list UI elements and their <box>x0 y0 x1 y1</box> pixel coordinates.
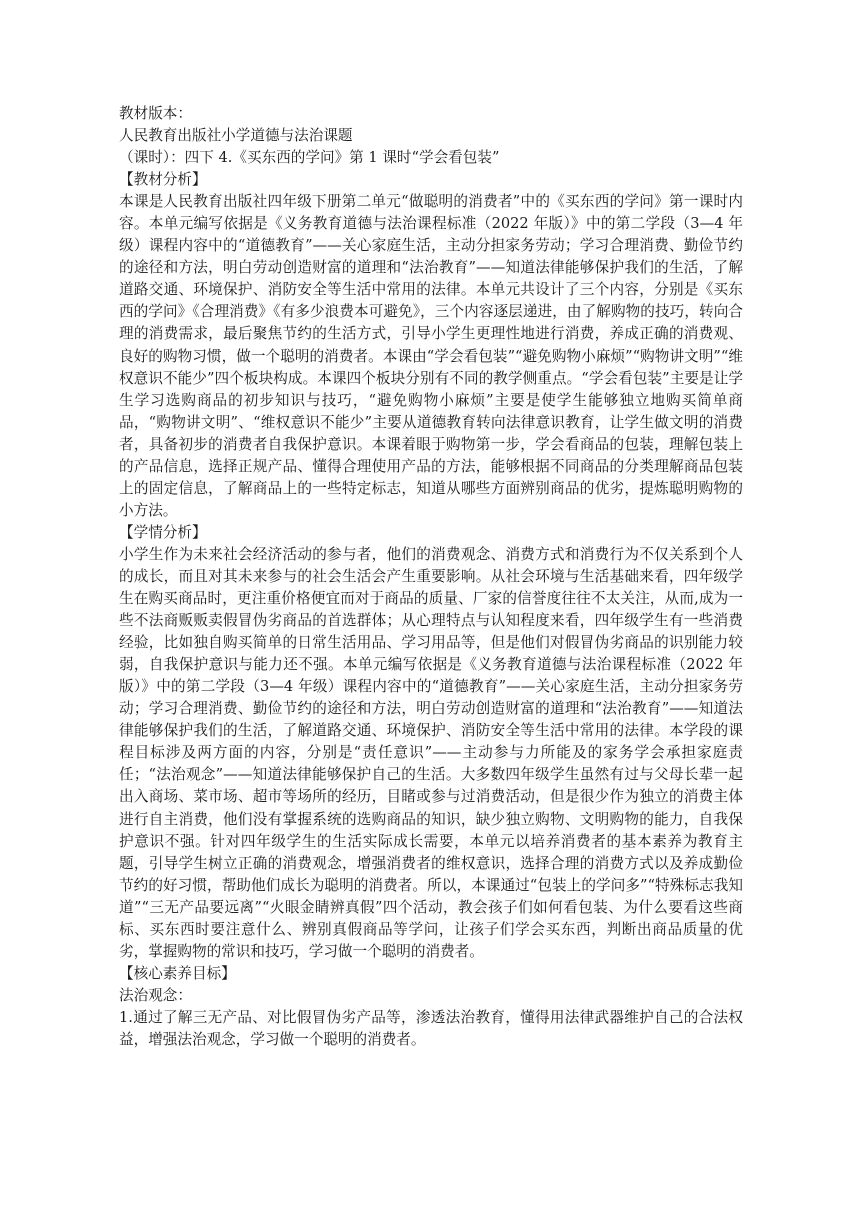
textbook-analysis-heading: 【教材分析】 <box>119 171 207 189</box>
lesson-line: （课时）：四下 4.《买东西的学问》第 1 课时“学会看包装” <box>119 149 500 167</box>
edition-label: 教材版本： <box>119 105 192 122</box>
textbook-analysis-body: 本课是人民教育出版社四年级下册第二单元“做聪明的消费者”中的《买东西的学问》第一课时内容。本单元编写依据是《义务教育道德与法治课程标准（2022 年版）》中的第二学段（3—4 年级）课程内容中的“道德教育”——关心家庭生活，主动分担家务劳动；学习合理消费、勤俭节约的途径和方法，明白劳动创造财富的道理和“法治教育”——知道法律能够保护我们的生活，了解道路交通、环境保护、消防安全等生活中常用的法律。本单元共设计了三个内容，分别是《买东西的学问》《合理消费》《有多少浪费本可避免》，三个内容逐层递进，由了解购物的技巧，转向合理的消费需求，最后聚焦节约的生活方式，引导小学生更理性地进行消费，养成正确的消费观、良好的购物习惯，做一个聪明的消费者。本课由“学会看包装”“避免购物小麻烦”“购物讲文明”“维权意识不能少”四个板块构成。本课四个板块分别有不同的教学侧重点。“学会看包装”主要是让学生学习选购商品的初步知识与技巧，“避免购物小麻烦”主要是使学生能够独立地购买简单商品，“购物讲文明”、“维权意识不能少”主要从道德教育转向法律意识教育，让学生做文明的消费者，具备初步的消费者自我保护意识。本课着眼于购物第一步，学会看商品的包装，理解包装上的产品信息，选择正规产品、懂得合理使用产品的方法，能够根据不同商品的分类理解商品包装上的固定信息，了解商品上的一些特定标志，知道从哪些方面辨别商品的优劣，提炼聪明购物的小方法。 <box>119 193 743 519</box>
goal-item-1: 1.通过了解三无产品、对比假冒伪劣产品等，渗透法治教育，懂得用法律武器维护自己的合法权益，增强法治观念，学习做一个聪明的消费者。 <box>119 1008 743 1048</box>
rule-of-law-subheading: 法治观念： <box>119 986 192 1004</box>
publisher-line: 人民教育出版社小学道德与法治课题 <box>119 127 353 145</box>
core-goals-heading: 【核心素养目标】 <box>119 964 236 982</box>
learner-analysis-body: 小学生作为未来社会经济活动的参与者，他们的消费观念、消费方式和消费行为不仅关系到个人的成长，而且对其未来参与的社会生活会产生重要影响。从社会环境与生活基础来看，四年级学生在购买商品时，更注重价格便宜而对于商品的质量、厂家的信誉度往往不太关注，从而,成为一些不法商贩贩卖假冒伪劣商品的首选群体；从心理特点与认知程度来看，四年级学生有一些消费经验，比如独自购买简单的日常生活用品、学习用品等，但是他们对假冒伪劣商品的识别能力较弱，自我保护意识与能力还不强。本单元编写依据是《义务教育道德与法治课程标准（2022 年版）》中的第二学段（3—4 年级）课程内容中的“道德教育”——关心家庭生活，主动分担家务劳动；学习合理消费、勤俭节约的途径和方法，明白劳动创造财富的道理和“法治教育”——知道法律能够保护我们的生活，了解道路交通、环境保护、消防安全等生活中常用的法律。本学段的课程目标涉及两方面的内容，分别是“责任意识”——主动参与力所能及的家务学会承担家庭责任；“法治观念”——知道法律能够保护自己的生活。大多数四年级学生虽然有过与父母长辈一起出入商场、菜市场、超市等场所的经历，目睹或参与过消费活动，但是很少作为独立的消费主体进行自主消费，他们没有掌握系统的选购商品的知识，缺少独立购物、文明购物的能力，自我保护意识不强。针对四年级学生的生活实际成长需要，本单元以培养消费者的基本素养为教育主题，引导学生树立正确的消费观念，增强消费者的维权意识，选择合理的消费方式以及养成勤俭节约的好习惯，帮助他们成长为聪明的消费者。所以，本课通过“包装上的学问多”“特殊标志我知道”“三无产品要远离”“火眼金睛辨真假”四个活动，教会孩子们如何看包装、为什么要看这些商标、买东西时要注意什么、辨别真假商品等学问，让孩子们学会买东西，判断出商品质量的优劣，掌握购物的常识和技巧，学习做一个聪明的消费者。 <box>119 545 743 960</box>
document-page <box>119 103 743 1051</box>
learner-analysis-heading: 【学情分析】 <box>119 523 207 541</box>
